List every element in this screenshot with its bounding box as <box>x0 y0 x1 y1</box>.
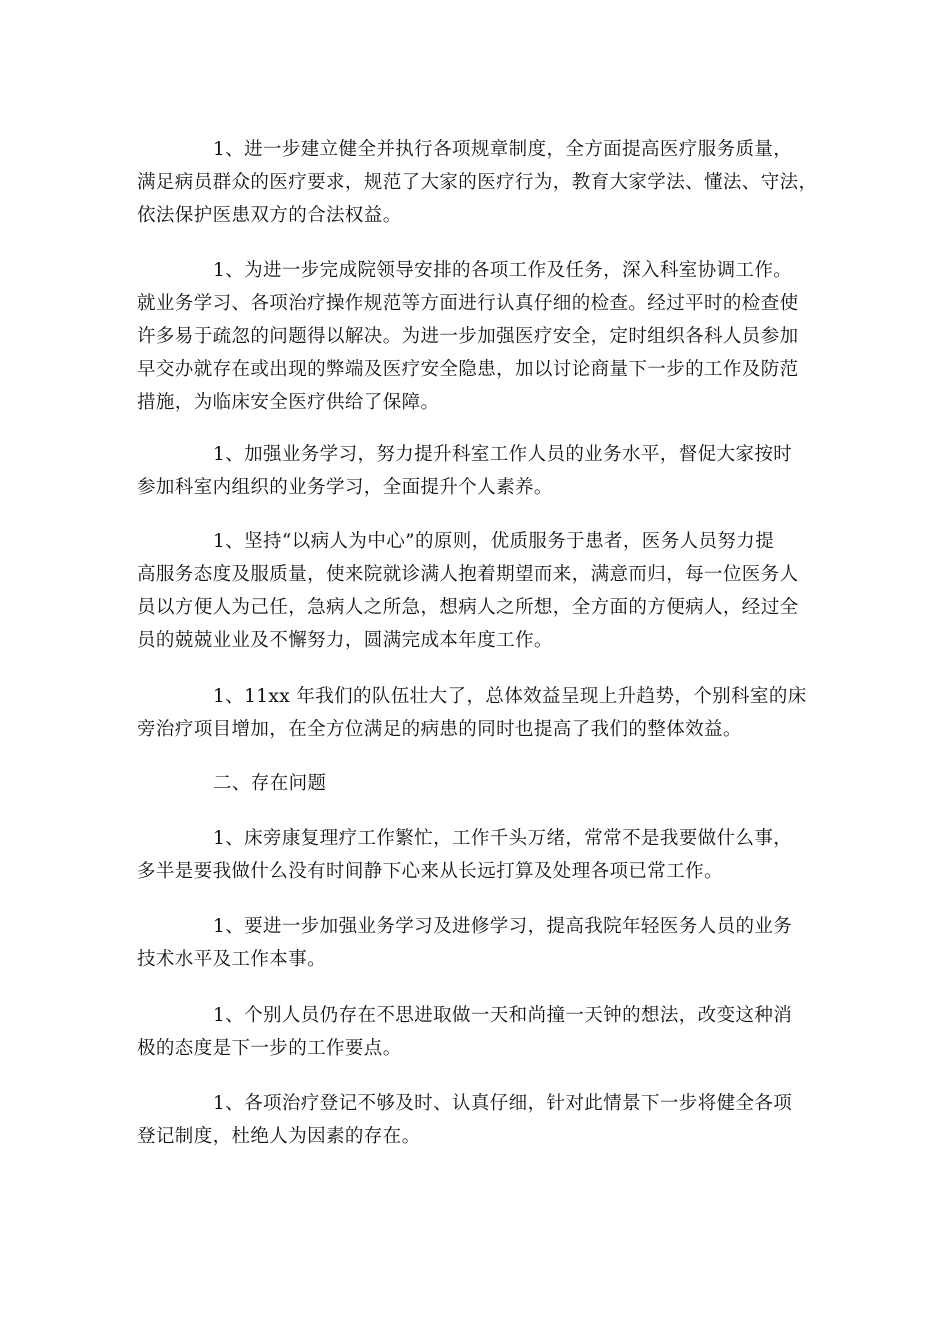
paragraph-8 <box>137 999 817 1065</box>
text-line: 1、11xx 年我们的队伍壮大了，总体效益呈现上升趋势，个别科室的床 <box>213 686 807 707</box>
text-line: 登记制度，杜绝人为因素的存在。 <box>137 1126 421 1147</box>
text-line: 依法保护医患双方的合法权益。 <box>137 205 402 226</box>
section-heading-text: 二、存在问题 <box>213 773 327 794</box>
text-line: 多半是要我做什么没有时间静下心来从长远打算及处理各项已常工作。 <box>137 861 723 882</box>
paragraph-1 <box>137 133 817 232</box>
text-line: 1、各项治疗登记不够及时、认真仔细，针对此情景下一步将健全各项 <box>213 1093 793 1114</box>
text-line: 高服务态度及服质量，使来院就诊满人抱着期望而来，满意而归，每一位医务人 <box>137 564 799 585</box>
paragraph-6 <box>137 822 817 888</box>
text-line: 技术水平及工作本事。 <box>137 949 327 970</box>
paragraph-7 <box>137 910 817 976</box>
text-line: 1、床旁康复理疗工作繁忙，工作千头万绪，常常不是我要做什么事， <box>213 828 793 849</box>
text-line: 1、加强业务学习，努力提升科室工作人员的业务水平，督促大家按时 <box>213 444 793 465</box>
paragraph-4 <box>137 525 817 657</box>
text-line: 许多易于疏忽的问题得以解决。为进一步加强医疗安全，定时组织各科人员参加 <box>137 326 799 347</box>
section-heading <box>137 767 817 800</box>
text-line: 1、个别人员仍存在不思进取做一天和尚撞一天钟的想法，改变这种消 <box>213 1005 793 1026</box>
text-line: 早交办就存在或出现的弊端及医疗安全隐患，加以讨论商量下一步的工作及防范 <box>137 359 799 380</box>
text-line: 1、坚持“以病人为中心”的原则，优质服务于患者，医务人员努力提 <box>213 531 775 552</box>
text-line: 1、要进一步加强业务学习及进修学习，提高我院年轻医务人员的业务 <box>213 916 793 937</box>
text-line: 满足病员群众的医疗要求，规范了大家的医疗行为，教育大家学法、懂法、守法， <box>137 172 818 193</box>
paragraph-2 <box>137 254 817 419</box>
paragraph-3 <box>137 438 817 504</box>
text-line: 1、进一步建立健全并执行各项规章制度，全方面提高医疗服务质量， <box>213 139 793 160</box>
text-line: 旁治疗项目增加，在全方位满足的病患的同时也提高了我们的整体效益。 <box>137 719 742 740</box>
text-line: 参加科室内组织的业务学习，全面提升个人素养。 <box>137 477 553 498</box>
text-line: 员的兢兢业业及不懈努力，圆满完成本年度工作。 <box>137 630 553 651</box>
text-line: 措施，为临床安全医疗供给了保障。 <box>137 392 440 413</box>
text-line: 就业务学习、各项治疗操作规范等方面进行认真仔细的检查。经过平时的检查使 <box>137 293 799 314</box>
text-line: 1、为进一步完成院领导安排的各项工作及任务，深入科室协调工作。 <box>213 260 793 281</box>
paragraph-9 <box>137 1087 817 1153</box>
paragraph-5 <box>137 680 817 746</box>
text-line: 员以方便人为己任，急病人之所急，想病人之所想，全方面的方便病人，经过全 <box>137 597 799 618</box>
text-line: 极的态度是下一步的工作要点。 <box>137 1038 402 1059</box>
